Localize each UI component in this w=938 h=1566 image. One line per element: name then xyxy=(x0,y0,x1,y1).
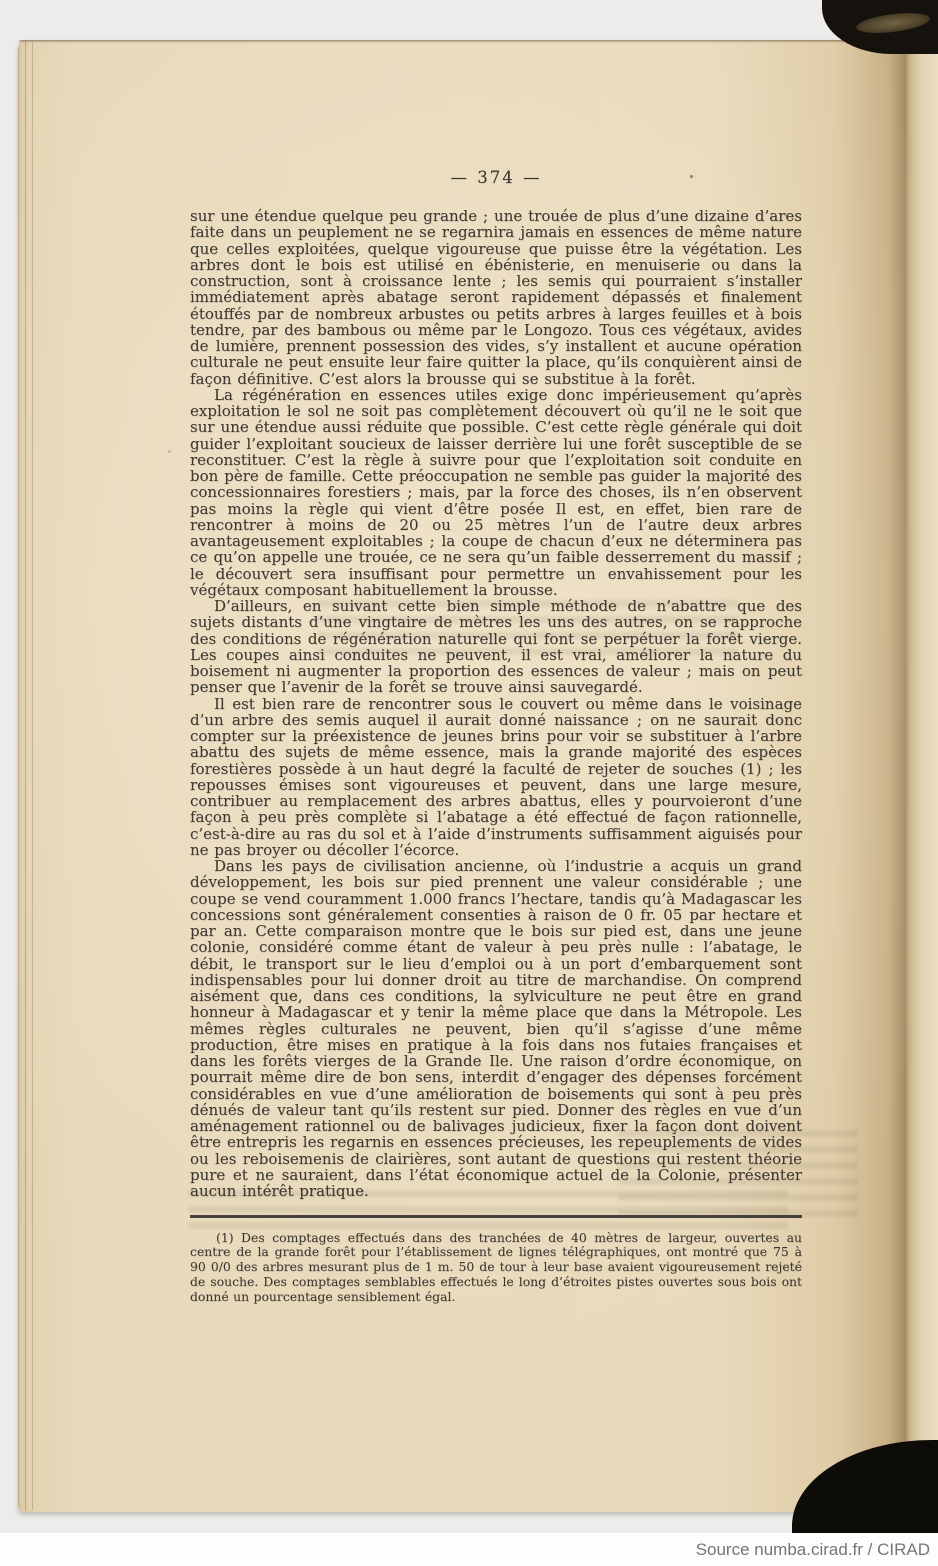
body-paragraph: Dans les pays de civilisation ancienne, où l’industrie a acquis un grand développement, les bois sur pied prennent une valeur considérable ; une coupe se vend couramment 1.000 francs l’hectare, tandis qu’à Madagascar les concessions sont généralement consenties à raison de 0 fr. 05 par hectare et par an. Cette comparaison montre que le bois sur pied est, dans une jeune colonie, considéré comme étant de valeur à peu près nulle : l’abatage, le débit, le transport sur le lieu d’emploi ou à un port d’embarquement sont indispensables pour lui donner droit au titre de marchandise. On comprend aisément que, dans ces conditions, la sylviculture ne peut être en grand honneur à Madagascar et y tenir la même place que dans la Métropole. Les mêmes règles culturales ne peuvent, bien qu’il s’agisse d’une même production, être mises en pratique à la fois dans nos futaies françaises et dans les forêts vierges de la Grande Ile. Une raison d’ordre économique, on pourrait même dire de bon sens, interdit d’engager des dépenses forcément considérables en vue d’une amélioration de boisements qui sont à peu près dénués de valeur tant qu’ils restent sur pied. Donner des règles en vue d’un aménagement rationnel ou de balivages judicieux, fixer la façon dont doivent être entrepris les regarnis en essences précieuses, les repeuplements de vides ou les reboisemenis de clairières, sont autant de questions qui restent théorie pure et ne sauraient, dans l’état économique actuel de la Colonie, présenter aucun intérêt pratique. xyxy=(190,857,802,1200)
body-paragraph: D’ailleurs, en suivant cette bien simple méthode de n’abattre que des sujets distants d’une vingtaire de mètres les uns des autres, on se rapproche des conditions de régénération naturelle qui font se perpétuer la forêt vierge. Les coupes ainsi conduites ne peuvent, il est vrai, améliorer la nature du boisement ni augmenter la proportion des essences de valeur ; mais on peut penser que l’avenir de la forêt se trouve ainsi sauvegardé. xyxy=(190,597,802,697)
watermark-bar xyxy=(0,1533,938,1566)
footnote-rule xyxy=(190,1215,802,1218)
paper-speck xyxy=(168,450,171,453)
body-paragraph: sur une étendue quelque peu grande ; une trouée de plus d’une dizaine d’ares faite dans un peuplement ne se regarnira jamais en essences de même nature que celles exploitées, quelque vigoureuse que puisse être la végétation. Les arbres dont le bois est utilisé en ébénisterie, en menuiserie ou dans la construction, sont à croissance lente ; les semis qui pourraient s’installer immédiatement après abatage seront rapidement dépassés et finalement étouffés par de nombreux arbustes ou petits arbres à larges feuilles et à bois tendre, par des bambous ou même par le Longozo. Tous ces végétaux, avides de lumière, prennent possession des vides, s’y installent et aucune opération culturale ne peut ensuite leur faire quitter la place, qu’ils conquièrent ainsi de façon définitive. C’est alors la brousse qui se substitue à la forêt. xyxy=(190,207,802,388)
book-page xyxy=(18,40,906,1512)
watermark-text: Source numba.cirad.fr / CIRAD xyxy=(695,1539,930,1559)
body-paragraph: Il est bien rare de rencontrer sous le couvert ou même dans le voisinage d’un arbre des semis auquel il aurait donné naissance ; on ne saurait donc compter sur la préexistence de jeunes brins pour voir se substituer à l’arbre abattu des sujets de même essence, mais la grande majorité des espèces forestières possède à un haut degré la faculté de rejeter de souches (1) ; les repousses émises sont vigoureuses et peuvent, dans une large mesure, contribuer au remplacement des arbres abattus, elles y pourvoieront d’une façon à peu près complète si l’abatage a été effectué de façon rationnelle, c’est-à-dire au ras du sol et à l’aide d’instruments suffisamment aiguisés pour ne pas broyer ou décoller l’écorce. xyxy=(190,694,802,859)
page-number: — 374 — xyxy=(450,168,542,187)
page-content xyxy=(190,168,802,1304)
footnote-text: (1) Des comptages effectués dans des tranchées de 40 mètres de largeur, ouvertes au centre de la grande forêt pour l’établissement de lignes télégraphiques, ont montré que 75 à 90 0/0 des arbres mesurant plus de 1 m. 50 de tour à leur base avaient vigoureusement rejeté de souche. Des comptages semblables effectués le long d’étroites pistes ouvertes sous bois ont donné un pourcentage sensiblement égal. xyxy=(190,1229,802,1304)
page-stack-edges xyxy=(18,42,34,1510)
body-paragraph: La régénération en essences utiles exige donc impérieusement qu’après exploitation le sol ne soit pas complètement découvert où qu’il ne le soit que sur une étendue aussi réduite que possible. C’est cette règle générale qui doit guider l’exploitant soucieux de laisser derrière lui une forêt susceptible de se reconstituer. C’est la règle à suivre pour que l’exploitation soit conduite en bon père de famille. Cette préoccupation ne semble pas guider la majorité des concessionnaires forestiers ; mais, par la force des choses, ils n’en observent pas moins la règle qui vient d’être posée Il est, en effet, bien rare de rencontrer à moins de 20 ou 25 mètres l’un de l’autre deux arbres avantageusement exploitables ; la coupe de chacun d’eux ne déterminera pas ce qu’on appelle une trouée, ce ne sera qu’un faible desserrement du massif ; le découvert sera insuffisant pour permettre un envahissement pour les végétaux composant habituellement la brousse. xyxy=(190,385,802,599)
